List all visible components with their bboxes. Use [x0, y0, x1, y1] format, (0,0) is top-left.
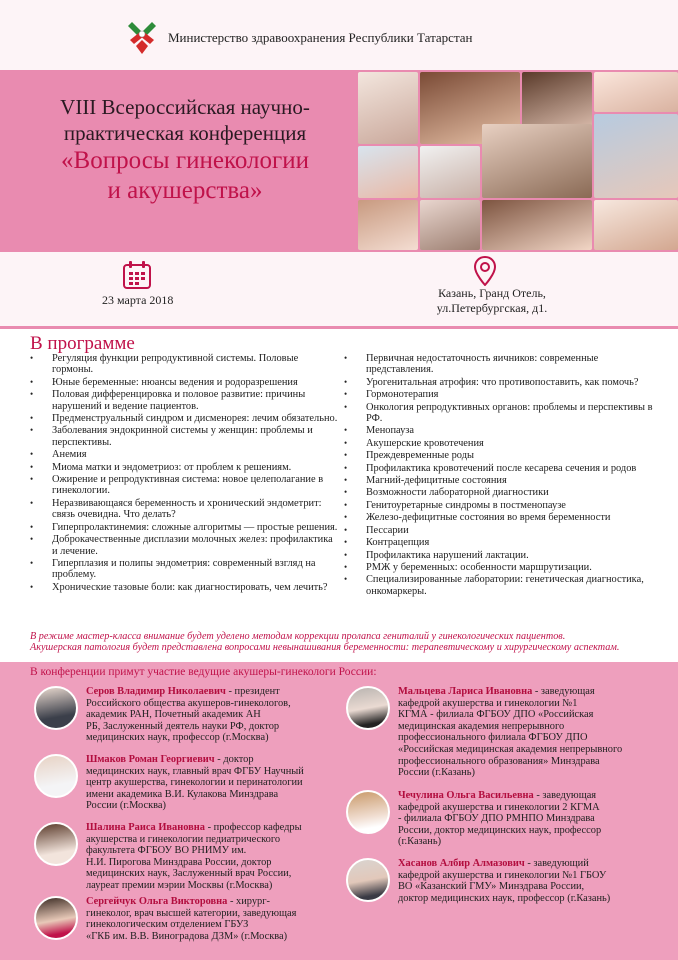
program-item: • Возможности лабораторной диагностики: [344, 487, 664, 498]
tatarstan-flag-logo-icon: [124, 18, 160, 56]
program-item: • Гиперплазия и полипы эндометрия: современный взгляд на проблему.: [30, 558, 340, 581]
speaker-text: [86, 822, 336, 892]
speaker-desc: гинекологическим отделением ГБУЗ: [86, 919, 249, 931]
speaker-desc: доктор медицинских наук, профессор (г.Казань): [398, 892, 611, 904]
speaker-text: [398, 858, 666, 904]
note-line-2: Акушерская патология будет представлена вопросами невынашивания беременности: терапевтическому и хирургическому аспектам.: [30, 642, 620, 654]
program-item: • Половая дифференцировка и половое развитие: причины нарушений и ведение пациентов.: [30, 389, 340, 412]
program-item: • Гиперпролактинемия: сложные алгоритмы — простые решения.: [30, 522, 340, 533]
speaker-desc: акушерства и гинекологии педиатрического: [86, 833, 281, 845]
header: [0, 0, 678, 70]
speaker-photo: [34, 754, 78, 798]
speaker-text: [398, 686, 666, 779]
speakers-section: [0, 662, 678, 960]
speaker-desc: РБ, Заслуженный деятель науки РФ, доктор: [86, 720, 280, 732]
program-list-right: [344, 353, 664, 598]
program-item: • Преждевременные роды: [344, 450, 664, 461]
photo-senior-couple: [594, 114, 678, 198]
speaker-desc: лауреат премии мэрии Москвы (г.Москва): [86, 879, 273, 891]
program-item: • Менопауза: [344, 425, 664, 436]
speaker-photo: [34, 686, 78, 730]
photo-man-woman: [482, 124, 592, 198]
speaker-name: Чечулина Ольга Васильевна: [398, 790, 534, 801]
speaker-desc: медицинских наук, профессор (г.Москва): [86, 732, 269, 744]
photo-smiling-couple: [482, 200, 592, 250]
program-item: • Профилактика кровотечений после кесарева сечения и родов: [344, 463, 664, 474]
speaker-desc: факультета ФГБОУ ВО РНИМУ им.: [86, 845, 247, 857]
speaker-text: [86, 686, 336, 744]
title-quote-1: «Вопросы гинекологии: [61, 147, 309, 174]
speaker-desc: ВО «Казанский ГМУ» Минздрава России,: [398, 881, 585, 893]
program-item: • Юные беременные: нюансы ведения и родоразрешения: [30, 377, 340, 388]
speaker-desc: кафедрой акушерства и гинекологии №1 ГБОУ: [398, 869, 607, 881]
speaker-desc: имени академика В.И. Кулакова Минздрава: [86, 788, 279, 800]
speaker-name: Сергейчук Ольга Викторовна: [86, 896, 228, 907]
program-item: • Анемия: [30, 449, 340, 460]
photo-senior-woman: [420, 146, 480, 198]
photo-elderly-woman: [358, 72, 418, 144]
program-item: • Доброкачественные дисплазии молочных желез: профилактика и лечение.: [30, 534, 340, 557]
program-item: • Урогенитальная атрофия: что противопоставить, как помочь?: [344, 377, 664, 388]
speaker-photo: [34, 822, 78, 866]
speaker-desc: центр акушерства, гинекологии и перинатологии: [86, 777, 303, 789]
title-line-1: VIII Всероссийская научно-: [60, 95, 310, 119]
title-line-2: практическая конференция: [63, 121, 307, 145]
program-title: В программе: [30, 333, 135, 354]
program-item: • Заболевания эндокринной системы у женщин: проблемы и перспективы.: [30, 425, 340, 448]
program-item: • Хронические тазовые боли: как диагностировать, чем лечить?: [30, 582, 340, 593]
event-info: [0, 252, 678, 326]
event-venue: [432, 286, 552, 316]
speaker-desc: профессионального филиала ФГБОУ ДПО: [398, 732, 588, 744]
program-item: • Акушерские кровотечения: [344, 438, 664, 449]
program-item: • Железо-дефицитные состояния во время беременности: [344, 512, 664, 523]
program-item: • Онкология репродуктивных органов: проблемы и перспективы в РФ.: [344, 402, 664, 425]
speaker-desc: гинеколог, врач высшей категории, заведующая: [86, 907, 297, 919]
speaker-desc: России (г.Москва): [86, 800, 166, 812]
speaker-desc: - заведующий: [527, 858, 589, 869]
program-item: • Магний-дефицитные состояния: [344, 475, 664, 486]
hero-banner: [0, 70, 678, 252]
speaker-photo: [346, 686, 390, 730]
speaker-name: Шалина Раиса Ивановна: [86, 822, 205, 833]
speaker-text: [398, 790, 666, 848]
speaker-desc: - заведующая: [536, 790, 597, 801]
speaker-name: Серов Владимир Николаевич: [86, 686, 226, 697]
map-pin-icon: [474, 256, 496, 286]
speaker-desc: «Российская медицинская академия непрерывного: [398, 743, 623, 755]
program-item: • Гормонотерапия: [344, 389, 664, 400]
speaker-desc: - заведующая: [534, 686, 595, 697]
speaker-name: Мальцева Лариса Ивановна: [398, 686, 533, 697]
speaker-desc: России (г.Казань): [398, 767, 475, 779]
master-class-note: [30, 631, 660, 654]
speaker-desc: России, доктор медицинских наук, профессор: [398, 824, 602, 836]
program-item: • Миома матки и эндометриоз: от проблем к решениям.: [30, 462, 340, 473]
speaker-photo: [346, 858, 390, 902]
photo-grandmother: [420, 200, 480, 250]
photo-two-women: [358, 200, 418, 250]
program-item: • Первичная недостаточность яичников: современные представления.: [344, 353, 664, 376]
photo-family: [358, 146, 418, 198]
speaker-desc: - хирург-: [229, 896, 270, 907]
speaker-desc: (г.Казань): [398, 836, 442, 848]
speaker-desc: Н.И. Пирогова Минздрава России, доктор: [86, 856, 272, 868]
program-item: • Предменструальный синдром и дисменорея: лечим обязательно.: [30, 413, 340, 424]
speaker-desc: академик РАН, Почетный академик АН: [86, 709, 261, 721]
calendar-icon: [122, 260, 152, 290]
speaker-desc: профессионального образования» Минздрава: [398, 755, 600, 767]
speaker-desc: медицинских наук, главный врач ФГБУ Научный: [86, 765, 304, 777]
speaker-photo: [346, 790, 390, 834]
program-item: • Генитоуретарные синдромы в постменопаузе: [344, 500, 664, 511]
speaker-name: Шмаков Роман Георгиевич: [86, 754, 215, 765]
photo-collage: [358, 72, 678, 250]
speaker-desc: «ГКБ им. В.В. Виноградова ДЗМ» (г.Москва): [86, 930, 288, 942]
note-line-1: В режиме мастер-класса внимание будет уделено методам коррекции пролапса гениталий у гинекологических пациентов.: [30, 631, 566, 642]
venue-line-2: ул.Петербургская, д1.: [436, 301, 548, 315]
title-quote-2: и акушерства»: [107, 177, 263, 204]
speaker-desc: медицинских наук, Заслуженный врач России,: [86, 868, 292, 880]
speaker-photo: [34, 896, 78, 940]
photo-mother-baby: [594, 72, 678, 112]
program-item: • Ожирение и репродуктивная система: новое целеполагание в гинекологии.: [30, 474, 340, 497]
conference-title: [20, 94, 350, 206]
speaker-desc: - доктор: [217, 754, 254, 765]
speaker-desc: кафедрой акушерства и гинекологии 2 КГМА: [398, 801, 600, 813]
ministry-name: Министерство здравоохранения Республики Татарстан: [168, 30, 473, 45]
speaker-text: [86, 896, 336, 942]
program-item: • Неразвивающаяся беременность и хронический эндометрит: связь очевидна. Что делать?: [30, 498, 340, 521]
program-list-left: [30, 353, 340, 594]
program-item: • РМЖ у беременных: особенности маршрутизации.: [344, 562, 664, 573]
speaker-desc: - филиала ФГБОУ ДПО РМНПО Минздрава: [398, 813, 595, 825]
speaker-desc: - президент: [228, 686, 280, 697]
speaker-name: Хасанов Албир Алмазович: [398, 858, 525, 869]
speakers-title: В конференции примут участие ведущие акушеры-гинекологи России:: [30, 666, 377, 678]
speaker-desc: - профессор кафедры: [207, 822, 302, 833]
venue-line-1: Казань, Гранд Отель,: [438, 286, 546, 300]
photo-smiling-woman: [594, 200, 678, 250]
program-item: • Регуляция функции репродуктивной системы. Половые гормоны.: [30, 353, 340, 376]
speaker-desc: Российского общества акушеров-гинекологов,: [86, 697, 291, 709]
speaker-desc: КГМА - филиала ФГБОУ ДПО «Российская: [398, 709, 594, 721]
speaker-desc: медицинская академия непрерывного: [398, 720, 565, 732]
speaker-text: [86, 754, 336, 812]
program-item: • Профилактика нарушений лактации.: [344, 550, 664, 561]
program-section: [0, 326, 678, 662]
speaker-desc: кафедрой акушерства и гинекологии №1: [398, 697, 578, 709]
program-item: • Контрацепция: [344, 537, 664, 548]
event-date: 23 марта 2018: [102, 293, 174, 307]
program-item: • Пессарии: [344, 525, 664, 536]
program-item: • Специализированные лаборатории: генетическая диагностика, онкомаркеры.: [344, 574, 664, 597]
